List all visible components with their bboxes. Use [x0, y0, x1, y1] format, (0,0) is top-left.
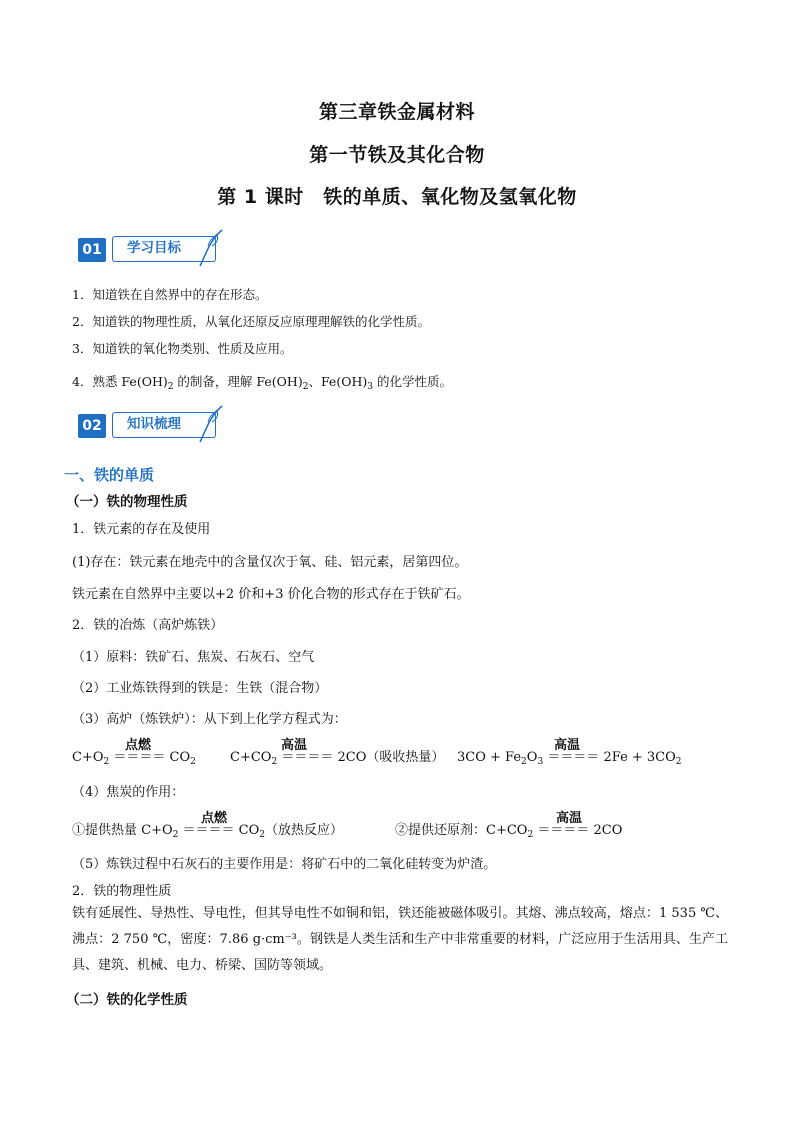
- chapter-title: 第三章铁金属材料: [318, 101, 475, 123]
- knowledge-review-badge: [78, 410, 224, 442]
- equation-coke-reductant: ②提供还原剂：$C+CO_2$ ＝＝＝＝ 2CO: [395, 823, 623, 840]
- feather-icon: [196, 402, 226, 446]
- text-line: 铁元素在自然界中主要以+2 价和+3 价化合物的形式存在于铁矿石。: [72, 587, 470, 602]
- equation-2: $C+CO_2$ ＝＝＝＝ 2CO（吸收热量）: [230, 750, 445, 767]
- equation-coke-heat: ①提供热量 $C+O_2$ ＝＝＝＝ $CO_2$（放热反应）: [72, 823, 344, 840]
- goal-1: 1．知道铁在自然界中的存在形态。: [72, 287, 268, 302]
- text-line: (1)存在：铁元素在地壳中的含量仅次于氧、硅、铝元素，居第四位。: [72, 555, 468, 570]
- equation-1: $C+O_2$ ＝＝＝＝ $CO_2$: [72, 750, 196, 767]
- learning-goals-badge: [78, 234, 224, 266]
- section-title: 第一节铁及其化合物: [309, 144, 485, 166]
- equation-3: $3CO + Fe_2O_3$ ＝＝＝＝ $2Fe + 3CO_2$: [457, 750, 682, 767]
- text-line: 2．铁的物理性质: [72, 884, 172, 899]
- text-line: （2）工业炼铁得到的铁是：生铁（混合物）: [72, 681, 328, 696]
- condition-label: 高温: [281, 738, 308, 753]
- condition-label: 点燃: [125, 738, 152, 753]
- badge-label: 学习目标: [112, 236, 216, 262]
- text-line: 1．铁元素的存在及使用: [72, 522, 211, 537]
- text-line: 2．铁的冶炼（高炉炼铁）: [72, 618, 224, 633]
- badge-label: 知识梳理: [112, 412, 216, 438]
- heading-chemical: （二）铁的化学性质: [66, 992, 188, 1008]
- condition-label: 点燃: [201, 811, 228, 826]
- goal-4: 4．熟悉 $Fe(OH)_2$ 的制备，理解 $Fe(OH)_2$、$Fe(OH)_3$ 的化学性质。: [72, 374, 452, 392]
- condition-label: 高温: [556, 811, 583, 826]
- heading-iron-element: 一、铁的单质: [64, 466, 155, 484]
- badge-number: 02: [78, 414, 106, 438]
- goal-2: 2．知道铁的物理性质，从氧化还原反应原理理解铁的化学性质。: [72, 314, 430, 329]
- lesson-title: 第 1 课时 铁的单质、氧化物及氢氧化物: [217, 186, 577, 208]
- heading-physical: （一）铁的物理性质: [66, 494, 188, 510]
- physical-properties-paragraph: 铁有延展性、导热性、导电性，但其导电性不如铜和铝，铁还能被磁体吸引。其熔、沸点较高，熔点：1 535 ℃、沸点：2 750 ℃，密度：7.86 g·cm⁻³。钢铁是人类生活和生产中非常重要的材料，广泛应用于生活用具、生产工具、建筑、机械、电力、桥梁、国防等领域。: [72, 906, 728, 973]
- text-line: （1）原料：铁矿石、焦炭、石灰石、空气: [72, 650, 315, 665]
- text-line: （3）高炉（炼铁炉）：从下到上化学方程式为：: [72, 712, 347, 727]
- feather-icon: [196, 226, 226, 270]
- condition-label: 高温: [554, 738, 581, 753]
- text-line: （5）炼铁过程中石灰石的主要作用是：将矿石中的二氧化硅转变为炉渣。: [72, 857, 497, 872]
- goal-3: 3．知道铁的氧化物类别、性质及应用。: [72, 341, 293, 356]
- text-line: （4）焦炭的作用：: [72, 785, 185, 800]
- badge-number: 01: [78, 238, 106, 262]
